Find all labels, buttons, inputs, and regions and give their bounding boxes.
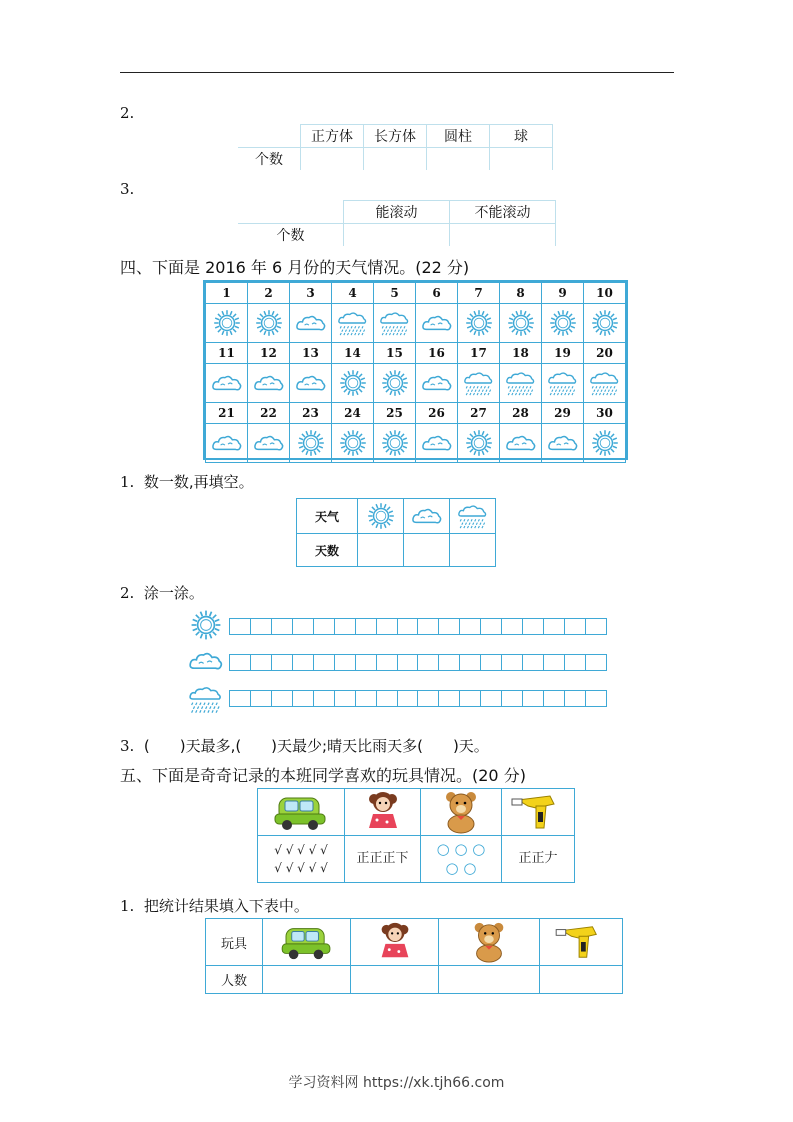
coloring-box[interactable] — [272, 655, 293, 670]
question-number: 3. — [120, 180, 135, 198]
cloud-icon — [421, 309, 453, 337]
cloud-icon — [295, 369, 327, 397]
rain-row-label — [188, 683, 224, 715]
coloring-box[interactable] — [272, 619, 293, 634]
answer-cell[interactable] — [301, 148, 364, 171]
row-label: 个数 — [238, 148, 301, 171]
calendar-day-number: 13 — [290, 343, 332, 364]
sun-icon — [188, 609, 224, 641]
teddy-bear-icon — [459, 921, 519, 963]
answer-cell[interactable] — [427, 148, 490, 171]
cloud-icon — [411, 502, 443, 530]
table-header: 正方体 — [301, 125, 364, 148]
calendar-day-number: 27 — [458, 403, 500, 424]
toy-water-gun-icon — [551, 921, 611, 963]
calendar-day-number: 26 — [416, 403, 458, 424]
toy-picture-cell — [351, 919, 439, 966]
coloring-box[interactable] — [523, 655, 544, 670]
shape-count-table — [238, 124, 553, 170]
coloring-box[interactable] — [481, 619, 502, 634]
coloring-box[interactable] — [377, 691, 398, 706]
calendar-day-number: 6 — [416, 283, 458, 304]
calendar-weather-cell — [542, 364, 584, 403]
cloud-icon — [253, 429, 285, 457]
calendar-day-number: 11 — [206, 343, 248, 364]
calendar-weather-cell — [206, 424, 248, 463]
calendar-day-number: 28 — [500, 403, 542, 424]
cloud-icon — [547, 429, 579, 457]
calendar-weather-cell — [584, 364, 626, 403]
tally-cell: √ √ √ √ √ √ √ √ √ √ — [258, 836, 345, 883]
calendar-day-number: 30 — [584, 403, 626, 424]
calendar-day-number: 2 — [248, 283, 290, 304]
coloring-box[interactable] — [230, 619, 251, 634]
calendar-weather-cell — [290, 304, 332, 343]
calendar-day-number: 4 — [332, 283, 374, 304]
coloring-box[interactable] — [377, 619, 398, 634]
toy-picture-cell — [421, 789, 502, 836]
coloring-box[interactable] — [377, 655, 398, 670]
table-header: 不能滚动 — [450, 201, 556, 224]
coloring-box[interactable] — [502, 691, 523, 706]
coloring-bar — [229, 618, 607, 635]
coloring-bar — [229, 654, 607, 671]
sun-icon — [365, 502, 397, 530]
calendar-day-number: 1 — [206, 283, 248, 304]
calendar-weather-cell — [416, 364, 458, 403]
coloring-box[interactable] — [314, 655, 335, 670]
calendar-day-number: 23 — [290, 403, 332, 424]
calendar-weather-cell — [542, 424, 584, 463]
header-rule — [120, 72, 674, 73]
coloring-box[interactable] — [565, 619, 586, 634]
answer-cell[interactable] — [450, 534, 496, 567]
sun-icon — [589, 309, 621, 337]
coloring-box[interactable] — [293, 691, 314, 706]
answer-cell[interactable] — [344, 224, 450, 247]
coloring-box[interactable] — [293, 619, 314, 634]
calendar-weather-cell — [374, 424, 416, 463]
sun-icon — [379, 369, 411, 397]
question-number: 2. — [120, 584, 135, 602]
calendar-weather-cell — [584, 304, 626, 343]
row-label: 个数 — [238, 224, 344, 247]
section-title: 五、下面是奇奇记录的本班同学喜欢的玩具情况。(20 分) — [120, 766, 526, 785]
calendar-day-number: 18 — [500, 343, 542, 364]
coloring-box[interactable] — [502, 655, 523, 670]
rain-icon — [379, 309, 411, 337]
tally-cell: 正正正下 — [345, 836, 421, 883]
answer-cell[interactable] — [263, 966, 351, 994]
toy-picture-cell — [439, 919, 540, 966]
calendar-day-number: 5 — [374, 283, 416, 304]
calendar-weather-cell — [206, 304, 248, 343]
rain-icon — [188, 683, 224, 715]
coloring-box[interactable] — [586, 655, 606, 670]
table-cell — [238, 125, 301, 148]
answer-cell[interactable] — [358, 534, 404, 567]
toy-car-icon — [277, 921, 337, 963]
question-number: 3. — [120, 737, 135, 755]
calendar-weather-cell — [248, 424, 290, 463]
answer-cell[interactable] — [439, 966, 540, 994]
calendar-day-number: 3 — [290, 283, 332, 304]
calendar-weather-cell — [458, 304, 500, 343]
calendar-day-number: 20 — [584, 343, 626, 364]
rain-icon — [457, 502, 489, 530]
calendar-day-number: 17 — [458, 343, 500, 364]
sun-icon — [547, 309, 579, 337]
answer-cell[interactable] — [490, 148, 553, 171]
calendar-day-number: 22 — [248, 403, 290, 424]
answer-cell[interactable] — [351, 966, 439, 994]
coloring-box[interactable] — [335, 691, 356, 706]
calendar-weather-cell — [290, 424, 332, 463]
calendar-weather-cell — [206, 364, 248, 403]
calendar-weather-cell — [542, 304, 584, 343]
question-2 — [120, 582, 204, 603]
calendar-weather-cell — [584, 424, 626, 463]
coloring-box[interactable] — [586, 619, 606, 634]
calendar-weather-cell — [458, 364, 500, 403]
question-text: 把统计结果填入下表中。 — [143, 897, 309, 915]
toy-car-icon — [270, 790, 332, 834]
toy-picture-cell — [263, 919, 351, 966]
coloring-box[interactable] — [565, 691, 586, 706]
answer-cell[interactable] — [540, 966, 623, 994]
sun-icon — [358, 499, 404, 534]
coloring-box[interactable] — [356, 691, 377, 706]
question-3 — [120, 735, 489, 756]
sun-icon — [463, 429, 495, 457]
calendar-weather-cell — [248, 304, 290, 343]
calendar-weather-cell — [416, 304, 458, 343]
toy-picture-cell — [345, 789, 421, 836]
question-1 — [120, 471, 254, 492]
roll-count-table — [238, 200, 556, 246]
rain-icon — [589, 369, 621, 397]
coloring-box[interactable] — [251, 619, 272, 634]
rain-icon — [450, 499, 496, 534]
table-cell — [238, 201, 344, 224]
coloring-box[interactable] — [523, 619, 544, 634]
coloring-box[interactable] — [272, 691, 293, 706]
coloring-box[interactable] — [544, 691, 565, 706]
sun-icon — [337, 369, 369, 397]
toy-picture-cell — [258, 789, 345, 836]
coloring-box[interactable] — [314, 619, 335, 634]
question-text: 涂一涂。 — [143, 584, 204, 602]
coloring-box[interactable] — [293, 655, 314, 670]
calendar-weather-cell — [332, 364, 374, 403]
sun-icon — [589, 429, 621, 457]
calendar-day-number: 7 — [458, 283, 500, 304]
coloring-box[interactable] — [481, 655, 502, 670]
coloring-box[interactable] — [481, 691, 502, 706]
coloring-bar — [229, 690, 607, 707]
coloring-box[interactable] — [398, 691, 419, 706]
cloud-icon — [295, 309, 327, 337]
table-header: 能滚动 — [344, 201, 450, 224]
question-1 — [120, 895, 309, 916]
calendar-day-number: 19 — [542, 343, 584, 364]
sun-icon — [295, 429, 327, 457]
toy-tally-table — [257, 788, 575, 883]
calendar-weather-cell — [416, 424, 458, 463]
sun-icon — [253, 309, 285, 337]
coloring-box[interactable] — [356, 655, 377, 670]
row-label: 天气 — [297, 499, 358, 534]
cloud-row-label — [188, 645, 224, 677]
answer-cell[interactable] — [450, 224, 556, 247]
answer-cell[interactable] — [404, 534, 450, 567]
calendar-weather-cell — [500, 304, 542, 343]
toy-water-gun-icon — [507, 790, 569, 834]
coloring-box[interactable] — [439, 655, 460, 670]
coloring-box[interactable] — [398, 619, 419, 634]
calendar-day-number: 10 — [584, 283, 626, 304]
doll-icon — [352, 790, 414, 834]
footer-watermark: 学习资料网 https://xk.tjh66.com — [288, 1075, 505, 1091]
row-label: 天数 — [297, 534, 358, 567]
coloring-box[interactable] — [586, 691, 606, 706]
question-number: 2. — [120, 104, 135, 122]
row-label: 玩具 — [206, 919, 263, 966]
coloring-box[interactable] — [439, 619, 460, 634]
calendar-day-number: 9 — [542, 283, 584, 304]
cloud-icon — [421, 369, 453, 397]
cloud-icon — [188, 645, 224, 677]
table-header: 球 — [490, 125, 553, 148]
weather-count-table — [296, 498, 496, 567]
cloud-icon — [211, 369, 243, 397]
rain-icon — [337, 309, 369, 337]
table-header: 圆柱 — [427, 125, 490, 148]
row-label: 人数 — [206, 966, 263, 994]
calendar-weather-cell — [332, 424, 374, 463]
cloud-icon — [404, 499, 450, 534]
tally-cell: ○ ○ ○ ○ ○ — [421, 836, 502, 883]
tally-cell: 正正𠂇 — [502, 836, 575, 883]
calendar-day-number: 14 — [332, 343, 374, 364]
coloring-box[interactable] — [418, 655, 439, 670]
coloring-box[interactable] — [502, 619, 523, 634]
cloud-icon — [253, 369, 285, 397]
coloring-box[interactable] — [356, 619, 377, 634]
calendar-weather-cell — [374, 304, 416, 343]
calendar-weather-cell — [248, 364, 290, 403]
toy-picture-cell — [540, 919, 623, 966]
coloring-box[interactable] — [230, 655, 251, 670]
calendar-weather-cell — [500, 364, 542, 403]
coloring-box[interactable] — [544, 619, 565, 634]
coloring-box[interactable] — [523, 691, 544, 706]
sun-row-label — [188, 609, 224, 641]
toy-picture-cell — [502, 789, 575, 836]
teddy-bear-icon — [430, 790, 492, 834]
table-header: 长方体 — [364, 125, 427, 148]
sun-icon — [337, 429, 369, 457]
coloring-box[interactable] — [314, 691, 335, 706]
question-text: ( )天最多,( )天最少;晴天比雨天多( )天。 — [143, 737, 489, 755]
doll-icon — [365, 921, 425, 963]
calendar-day-number: 25 — [374, 403, 416, 424]
calendar-day-number: 24 — [332, 403, 374, 424]
cloud-icon — [421, 429, 453, 457]
coloring-box[interactable] — [460, 691, 481, 706]
calendar-weather-cell — [332, 304, 374, 343]
calendar-day-number: 12 — [248, 343, 290, 364]
calendar-weather-cell — [374, 364, 416, 403]
calendar-day-number: 29 — [542, 403, 584, 424]
coloring-box[interactable] — [230, 691, 251, 706]
coloring-box[interactable] — [565, 655, 586, 670]
question-number: 1. — [120, 473, 135, 491]
coloring-box[interactable] — [418, 691, 439, 706]
toy-result-table — [205, 918, 623, 994]
rain-icon — [463, 369, 495, 397]
coloring-box[interactable] — [335, 655, 356, 670]
calendar-weather-cell — [500, 424, 542, 463]
coloring-box[interactable] — [335, 619, 356, 634]
coloring-box[interactable] — [439, 691, 460, 706]
coloring-box[interactable] — [544, 655, 565, 670]
coloring-box[interactable] — [251, 655, 272, 670]
sun-icon — [463, 309, 495, 337]
coloring-box[interactable] — [398, 655, 419, 670]
coloring-box[interactable] — [460, 655, 481, 670]
question-number: 1. — [120, 897, 135, 915]
coloring-box[interactable] — [418, 619, 439, 634]
cloud-icon — [211, 429, 243, 457]
cloud-icon — [505, 429, 537, 457]
question-text: 数一数,再填空。 — [143, 473, 254, 491]
calendar-weather-cell — [290, 364, 332, 403]
calendar-day-number: 16 — [416, 343, 458, 364]
coloring-box[interactable] — [460, 619, 481, 634]
coloring-box[interactable] — [251, 691, 272, 706]
calendar-day-number: 8 — [500, 283, 542, 304]
sun-icon — [379, 429, 411, 457]
answer-cell[interactable] — [364, 148, 427, 171]
calendar-day-number: 21 — [206, 403, 248, 424]
weather-calendar — [203, 280, 628, 460]
rain-icon — [547, 369, 579, 397]
sun-icon — [505, 309, 537, 337]
section-title: 四、下面是 2016 年 6 月份的天气情况。(22 分) — [120, 258, 470, 277]
calendar-day-number: 15 — [374, 343, 416, 364]
sun-icon — [211, 309, 243, 337]
rain-icon — [505, 369, 537, 397]
calendar-weather-cell — [458, 424, 500, 463]
